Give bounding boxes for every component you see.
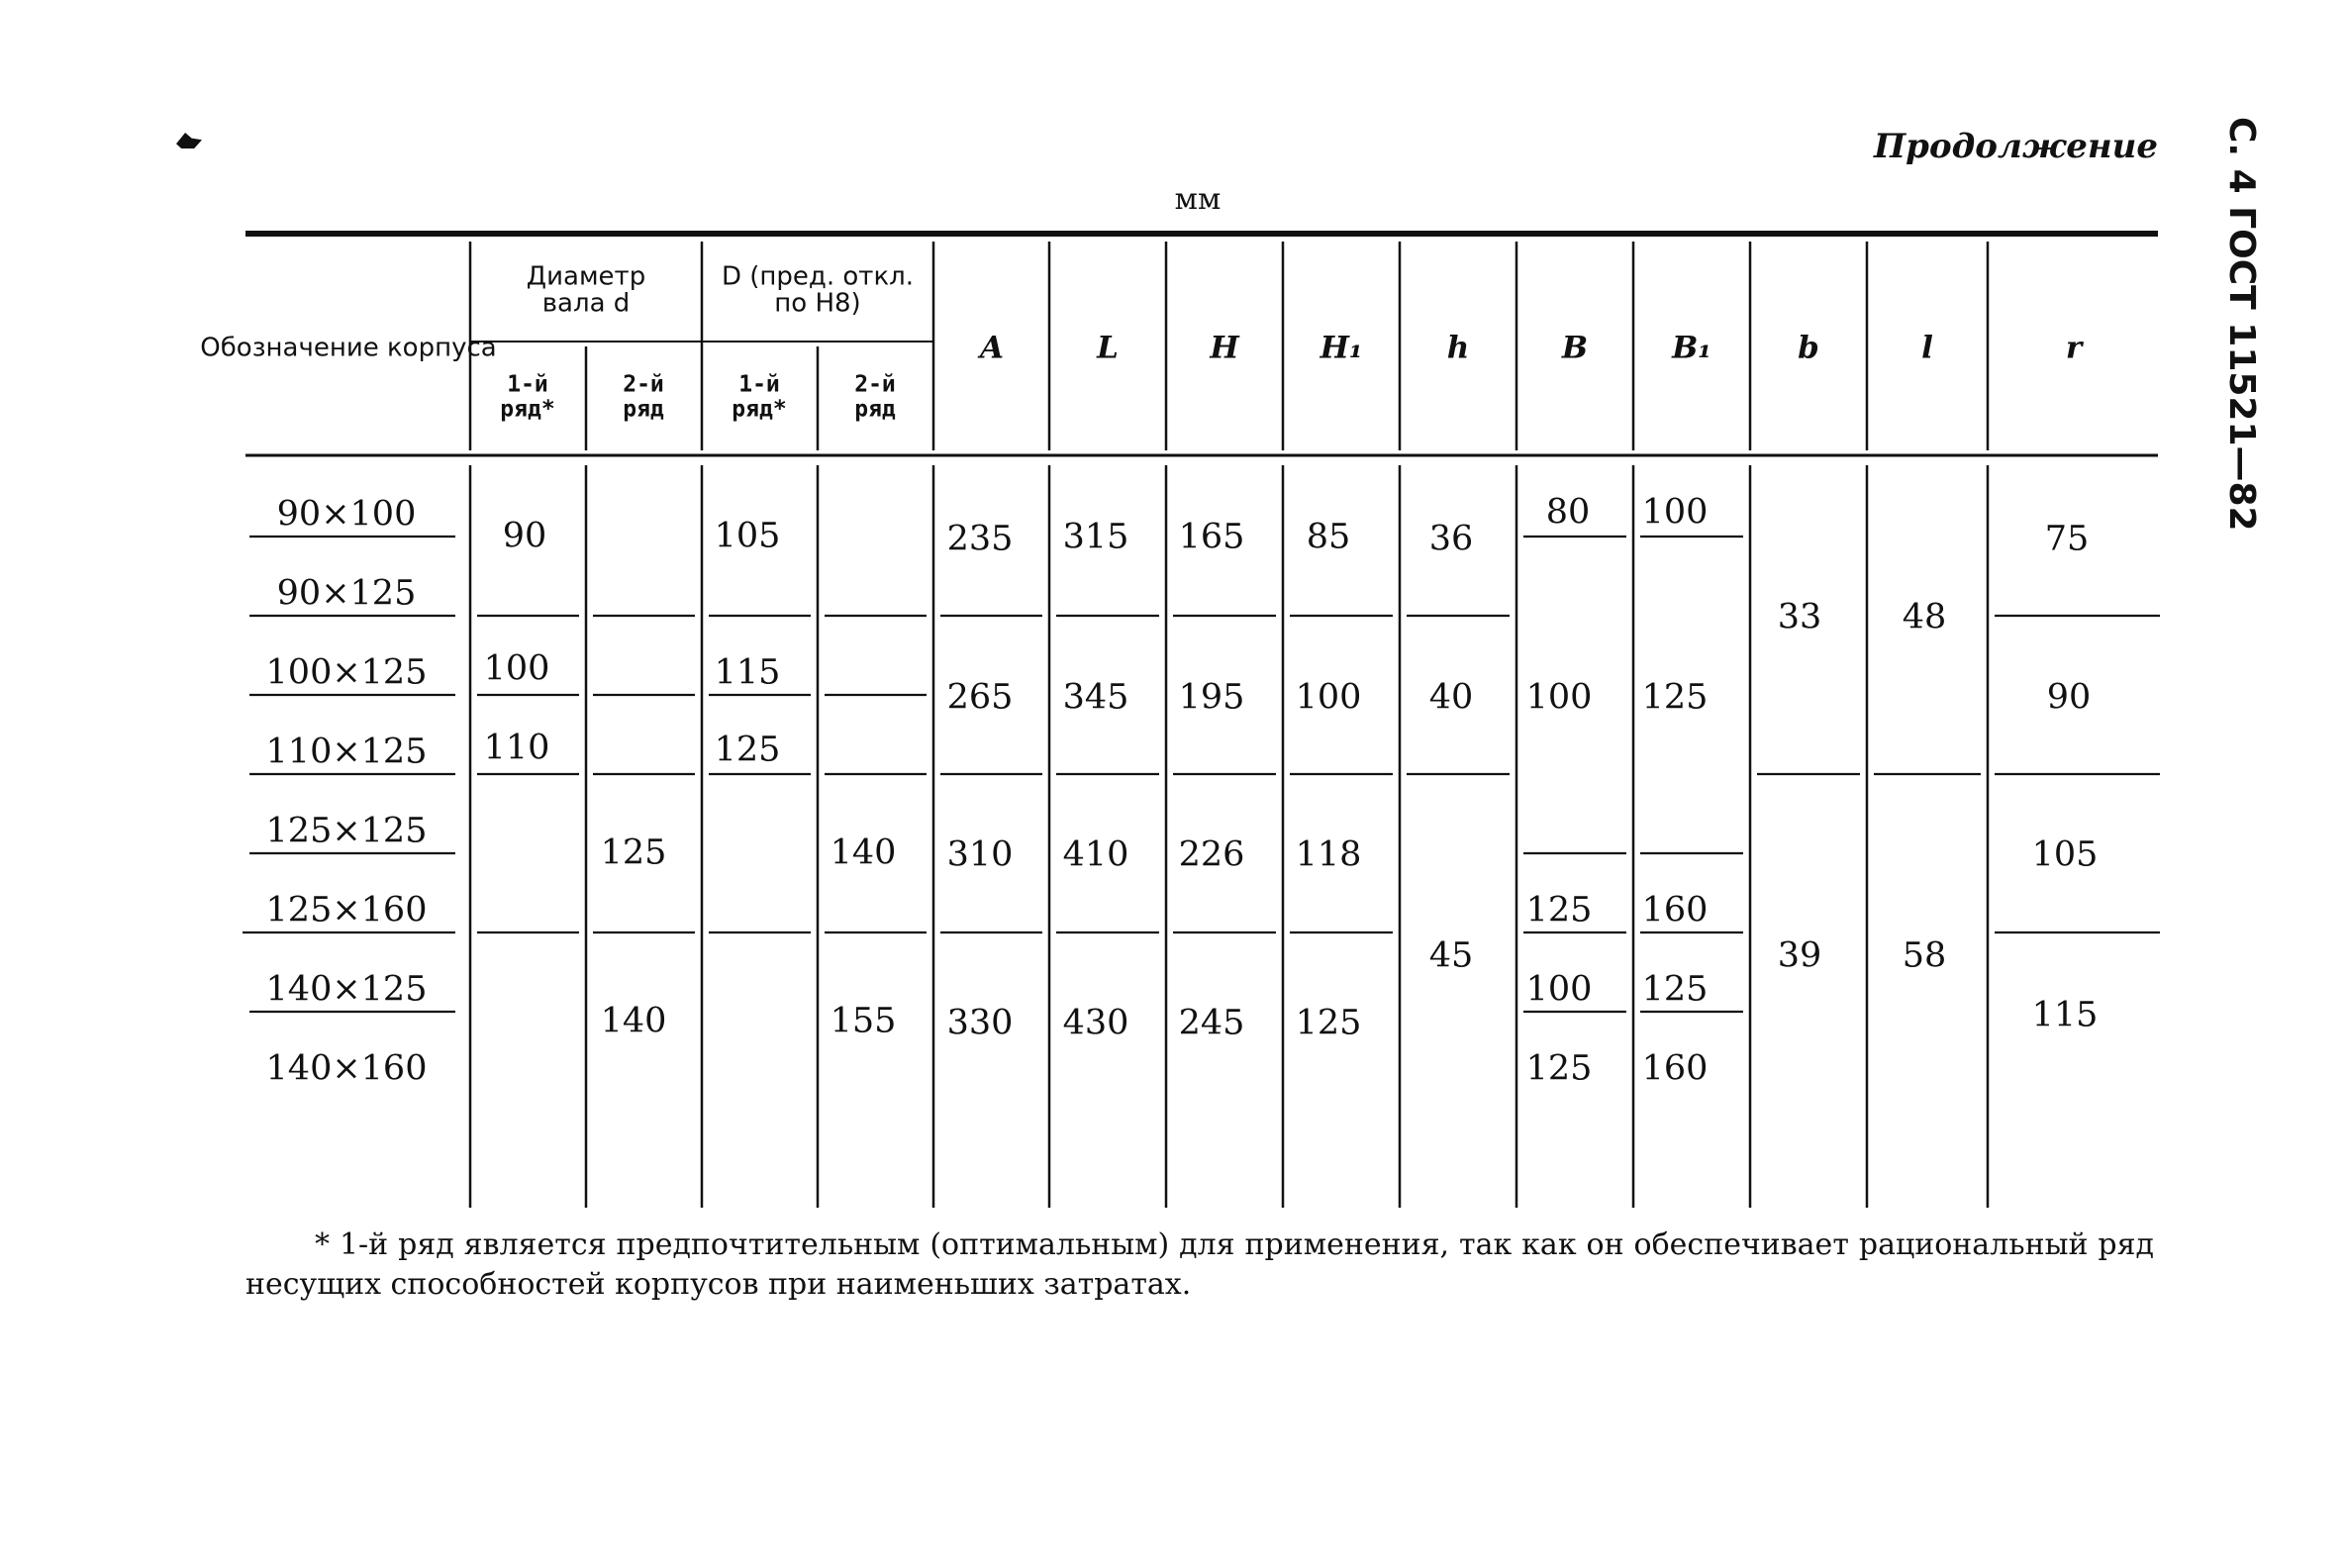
- B1-cell: 160: [1641, 890, 1709, 931]
- L-cell: 410: [1062, 834, 1129, 875]
- d-row2-cell: 125: [600, 833, 667, 873]
- r-cell: 105: [2031, 834, 2099, 875]
- d-row1-cell: 110: [483, 728, 550, 768]
- L-cell: 430: [1062, 1003, 1129, 1043]
- designation-cell: 90×100: [276, 494, 417, 535]
- header-d-row1: 1-й ряд*: [500, 371, 555, 423]
- header-L: L: [1097, 330, 1119, 366]
- designation-cell: 125×125: [265, 811, 428, 851]
- side-standard-label: С. 4 ГОСТ 11521—82: [2221, 117, 2262, 532]
- H-cell: 226: [1178, 834, 1245, 875]
- header-designation: Обозначение корпуса: [200, 333, 497, 363]
- L-cell: 345: [1062, 677, 1129, 718]
- b-cell: 33: [1777, 597, 1822, 637]
- d-row2-cell: 140: [600, 1001, 667, 1041]
- d-row1-cell: 100: [483, 648, 550, 689]
- H1-cell: 118: [1295, 834, 1362, 875]
- header-bore-diameter: D (пред. откл. по H8): [721, 261, 915, 319]
- header-B: B: [1561, 330, 1589, 366]
- D-row2-cell: 155: [830, 1001, 897, 1041]
- H1-cell: 100: [1295, 677, 1362, 718]
- l-cell: 48: [1902, 597, 1947, 637]
- A-cell: 310: [946, 834, 1014, 875]
- A-cell: 330: [946, 1003, 1014, 1043]
- B-cell: 125: [1525, 890, 1593, 931]
- units-label: мм: [1174, 182, 1222, 217]
- L-cell: 315: [1062, 517, 1129, 557]
- D-row1-cell: 115: [714, 652, 781, 693]
- B1-cell: 160: [1641, 1048, 1709, 1089]
- l-cell: 58: [1902, 935, 1947, 976]
- header-D-row2: 2-й ряд: [854, 371, 896, 423]
- designation-cell: 140×125: [265, 969, 428, 1010]
- footnote: * 1-й ряд является предпочтительным (оптимальным) для применения, так как он обеспечивает рациональный ряд несущих способностей корпусов при наименьших затратах.: [245, 1227, 2154, 1302]
- H1-cell: 85: [1306, 517, 1351, 557]
- A-cell: 265: [946, 677, 1014, 718]
- header-H1: H₁: [1320, 330, 1363, 366]
- header-B1: B₁: [1672, 330, 1711, 366]
- B-cell: 80: [1545, 492, 1591, 533]
- r-cell: 90: [2046, 677, 2092, 718]
- B1-cell: 125: [1641, 969, 1709, 1010]
- D-row1-cell: 125: [714, 730, 781, 770]
- b-cell: 39: [1777, 935, 1822, 976]
- B-cell: 100: [1525, 969, 1593, 1010]
- D-row1-cell: 105: [714, 516, 781, 556]
- designation-cell: 140×160: [265, 1048, 428, 1089]
- B-cell: 100: [1525, 677, 1593, 718]
- r-cell: 75: [2044, 519, 2090, 559]
- B-cell: 125: [1525, 1048, 1593, 1089]
- h-cell: 45: [1428, 935, 1474, 976]
- designation-cell: 125×160: [265, 890, 428, 931]
- H1-cell: 125: [1295, 1003, 1362, 1043]
- B1-cell: 125: [1641, 677, 1709, 718]
- B1-cell: 100: [1641, 492, 1709, 533]
- D-row2-cell: 140: [830, 833, 897, 873]
- designation-cell: 110×125: [265, 732, 428, 772]
- header-h: h: [1446, 330, 1470, 366]
- header-D-row1: 1-й ряд*: [732, 371, 787, 423]
- header-A: A: [979, 330, 1005, 366]
- header-b: b: [1798, 330, 1819, 366]
- h-cell: 36: [1428, 519, 1474, 559]
- header-shaft-diameter: Диаметр вала d: [526, 261, 646, 319]
- h-cell: 40: [1428, 677, 1474, 718]
- H-cell: 195: [1178, 677, 1245, 718]
- r-cell: 115: [2031, 995, 2099, 1035]
- H-cell: 245: [1178, 1003, 1245, 1043]
- H-cell: 165: [1178, 517, 1245, 557]
- header-l: l: [1921, 330, 1933, 366]
- header-r: r: [2065, 330, 2083, 366]
- designation-cell: 100×125: [265, 652, 428, 693]
- header-d-row2: 2-й ряд: [623, 371, 664, 423]
- header-H: H: [1210, 330, 1239, 366]
- d-row1-cell: 90: [502, 516, 547, 556]
- A-cell: 235: [946, 519, 1014, 559]
- continuation-label: Продолжение: [1874, 127, 2158, 166]
- designation-cell: 90×125: [276, 573, 417, 614]
